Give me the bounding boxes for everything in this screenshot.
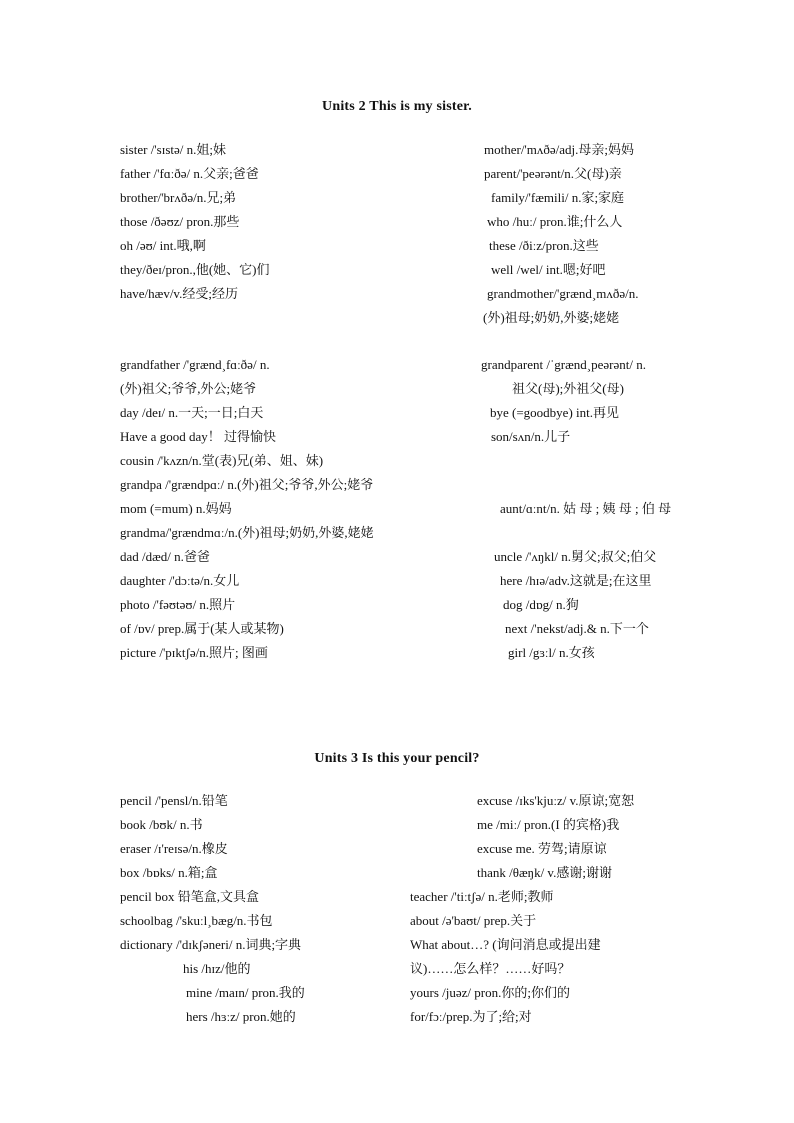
vocab-entry: girl /gɜːl/ n.女孩 — [508, 645, 595, 660]
vocab-entry: grandpa /'grændpɑː/ n.(外)祖父;爷爷,外公;姥爷 — [120, 477, 374, 492]
vocab-entry: mother/'mʌðə/adj.母亲;妈妈 — [484, 142, 635, 157]
vocab-entry: his /hɪz/他的 — [183, 961, 251, 976]
vocab-entry: cousin /'kʌzn/n.堂(表)兄(弟、姐、妹) — [120, 453, 324, 468]
vocab-entry: photo /'fəʊtəʊ/ n.照片 — [120, 597, 236, 612]
vocab-entry: those /ðəʊz/ pron.那些 — [120, 214, 240, 229]
vocab-entry: about /ə'baʊt/ prep.关于 — [410, 913, 537, 928]
unit2-title: Units 2 This is my sister. — [322, 99, 472, 114]
vocab-entry: eraser /ɪ'reɪsə/n.橡皮 — [120, 841, 228, 856]
vocab-entry: oh /əʊ/ int.哦,啊 — [120, 238, 206, 253]
vocab-entry: grandma/'grændmɑː/n.(外)祖母;奶奶,外婆,姥姥 — [120, 525, 374, 540]
vocab-entry: thank /θæŋk/ v.感谢;谢谢 — [477, 865, 612, 880]
vocab-entry: book /bʊk/ n.书 — [120, 817, 203, 832]
vocab-entry: for/fɔː/prep.为了;给;对 — [410, 1009, 532, 1024]
vocab-entry: grandmother/'grænd¸mʌðə/n. — [487, 286, 639, 301]
vocab-entry: parent/'peərənt/n.父(母)亲 — [484, 166, 622, 181]
vocab-entry: son/sʌn/n.儿子 — [491, 429, 571, 444]
vocab-entry: 议)……怎么样？……好吗？ — [410, 961, 571, 976]
vocab-entry: grandparent /ˈgrænd¸peərənt/ n. — [481, 357, 646, 372]
vocab-entry: grandfather /'grænd¸fɑːðə/ n. — [120, 357, 270, 372]
vocab-entry: hers /hɜːz/ pron.她的 — [186, 1009, 296, 1024]
vocab-entry: teacher /'tiːtʃə/ n.老师;教师 — [410, 889, 554, 904]
vocab-entry: excuse me. 劳驾;请原谅 — [477, 841, 607, 856]
vocab-entry: excuse /ɪks'kjuːz/ v.原谅;宽恕 — [477, 793, 635, 808]
vocab-entry: of /ɒv/ prep.属于(某人或某物) — [120, 621, 284, 636]
vocab-entry: (外)祖母;奶奶,外婆;姥姥 — [483, 310, 620, 325]
vocab-entry: box /bɒks/ n.箱;盒 — [120, 865, 218, 880]
vocab-entry: bye (=goodbye) int.再见 — [490, 405, 620, 420]
vocab-entry: pencil box 铅笔盒,文具盒 — [120, 889, 260, 904]
vocab-entry: they/ðeɪ/pron.,他(她、它)们 — [120, 262, 270, 277]
vocab-entry: dad /dæd/ n.爸爸 — [120, 549, 210, 564]
vocab-entry: schoolbag /'skuːl¸bæg/n.书包 — [120, 913, 273, 928]
vocab-entry: What about…? (询问消息或提出建 — [410, 937, 601, 952]
vocab-entry: picture /'pɪktʃə/n.照片; 图画 — [120, 645, 268, 660]
vocab-entry: Have a good day！ 过得愉快 — [120, 429, 276, 444]
vocab-entry: have/hæv/v.经受;经历 — [120, 286, 238, 301]
vocab-entry: daughter /'dɔːtə/n.女儿 — [120, 573, 240, 588]
vocab-entry: these /ðiːz/pron.这些 — [489, 238, 599, 253]
vocab-entry: well /wel/ int.嗯;好吧 — [491, 262, 606, 277]
vocab-entry: 祖父(母);外祖父(母) — [512, 381, 624, 396]
vocab-entry: mine /maɪn/ pron.我的 — [186, 985, 305, 1000]
vocab-entry: uncle /'ʌŋkl/ n.舅父;叔父;伯父 — [494, 549, 657, 564]
vocab-entry: sister /'sɪstə/ n.姐;妹 — [120, 142, 226, 157]
vocab-entry: aunt/ɑːnt/n. 姑 母 ; 姨 母 ; 伯 母 — [500, 501, 672, 516]
vocab-entry: pencil /'pensl/n.铅笔 — [120, 793, 228, 808]
vocab-entry: dictionary /'dɪkʃəneri/ n.词典;字典 — [120, 937, 302, 952]
vocab-entry: dog /dɒg/ n.狗 — [503, 597, 579, 612]
vocab-entry: mom (=mum) n.妈妈 — [120, 501, 232, 516]
vocab-entry: brother/'brʌðə/n.兄;弟 — [120, 190, 237, 205]
vocab-entry: here /hɪə/adv.这就是;在这里 — [500, 573, 652, 588]
vocab-entry: family/'fæmili/ n.家;家庭 — [491, 190, 625, 205]
vocab-entry: day /deɪ/ n.一天;一日;白天 — [120, 405, 264, 420]
vocab-entry: father /'fɑːðə/ n.父亲;爸爸 — [120, 166, 259, 181]
vocab-entry: next /'nekst/adj.& n.下一个 — [505, 621, 649, 636]
vocab-entry: who /huː/ pron.谁;什么人 — [487, 214, 623, 229]
vocab-entry: me /miː/ pron.(I 的宾格)我 — [477, 817, 620, 832]
unit3-title: Units 3 Is this your pencil? — [314, 751, 480, 766]
vocab-entry: yours /juəz/ pron.你的;你们的 — [410, 985, 570, 1000]
vocab-entry: (外)祖父;爷爷,外公;姥爷 — [120, 381, 257, 396]
